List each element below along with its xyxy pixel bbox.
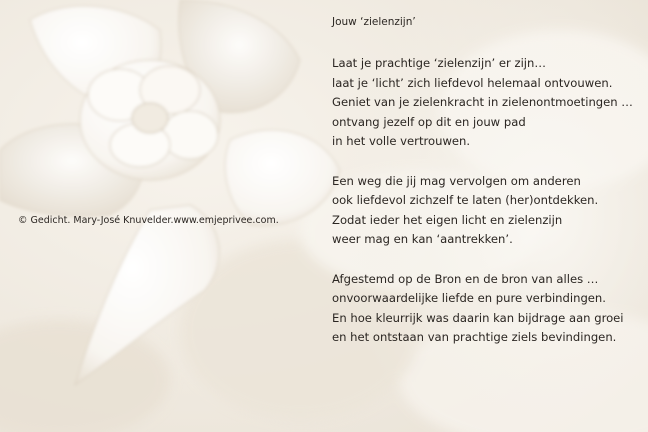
poem-line: en het ontstaan van prachtige ziels bevindingen. bbox=[332, 330, 617, 345]
poem-line: onvoorwaardelijke liefde en pure verbindingen. bbox=[332, 291, 606, 306]
poem-stanza-2 bbox=[332, 172, 633, 250]
copyright-credit: © Gedicht. Mary-José Knuvelder.www.emjeprivee.com. bbox=[18, 215, 279, 226]
poem-line: En hoe kleurrijk was daarin kan bijdrage aan groei bbox=[332, 310, 624, 325]
poem-line: laat je ‘licht’ zich liefdevol helemaal ontvouwen. bbox=[332, 75, 613, 90]
poem-line: Laat je prachtige ‘zielenzijn’ er zijn… bbox=[332, 56, 546, 70]
poem-line: ook liefdevol zichzelf te laten (her)ontdekken. bbox=[332, 193, 599, 208]
poem-line: in het volle vertrouwen. bbox=[332, 134, 471, 149]
poem-body bbox=[332, 54, 633, 368]
poem-title: Jouw ‘zielenzijn’ bbox=[332, 16, 416, 28]
poem-line: Zodat ieder het eigen licht en zielenzijn bbox=[332, 212, 563, 227]
poem-line: weer mag en kan ‘aantrekken’. bbox=[332, 232, 513, 247]
poem-line: ontvang jezelf op dit en jouw pad bbox=[332, 114, 526, 129]
poem-stanza-1 bbox=[332, 54, 633, 152]
poem-line: Geniet van je zielenkracht in zielenontmoetingen … bbox=[332, 95, 633, 110]
poem-line: Een weg die jij mag vervolgen om anderen bbox=[332, 173, 581, 188]
poem-line: Afgestemd op de Bron en de bron van alles … bbox=[332, 271, 599, 286]
poem-stanza-3 bbox=[332, 270, 633, 348]
